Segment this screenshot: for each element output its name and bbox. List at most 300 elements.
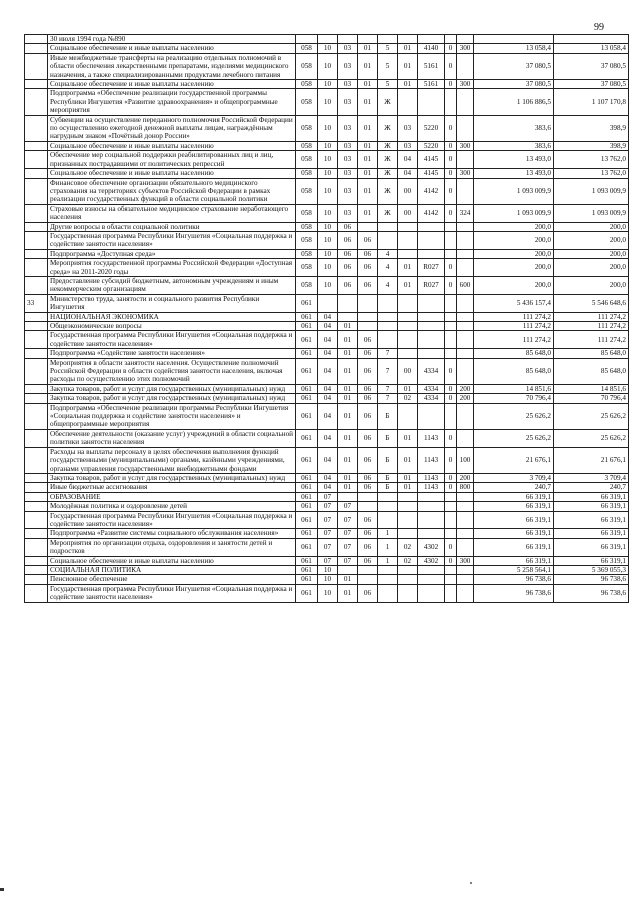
cell-p1 (358, 312, 378, 321)
cell-p4: 1143 (418, 473, 445, 482)
cell-ved: 061 (296, 575, 318, 584)
cell-p3: 01 (398, 80, 418, 89)
cell-p4: 4334 (418, 394, 445, 403)
cell-p4: R027 (418, 276, 445, 294)
cell-p1: 06 (358, 358, 378, 384)
cell-p3 (398, 322, 418, 331)
cell-p2 (378, 35, 398, 44)
cell-rz: 07 (318, 529, 338, 538)
cell-p2 (378, 231, 398, 249)
cell-p3: 03 (398, 141, 418, 150)
table-row (25, 529, 629, 538)
cell-s2: 111 274,2 (554, 331, 629, 349)
cell-name: 30 июля 1994 года №890 (48, 35, 296, 44)
cell-p4 (418, 584, 445, 602)
table-row (25, 473, 629, 482)
cell-vr (457, 151, 474, 169)
cell-p3: 01 (398, 44, 418, 53)
cell-p4: 4140 (418, 44, 445, 53)
cell-p4: 5161 (418, 80, 445, 89)
cell-s2: 70 796,4 (554, 394, 629, 403)
cell-ved: 058 (296, 115, 318, 141)
cell-vr (457, 529, 474, 538)
cell-ved: 061 (296, 384, 318, 393)
cell-p4: 4145 (418, 169, 445, 178)
cell-name: Закупка товаров, работ и услуг для государственных (муниципальных) нужд (48, 473, 296, 482)
cell-p1: 06 (358, 511, 378, 529)
cell-p5: 0 (445, 358, 457, 384)
cell-p4 (418, 222, 445, 231)
cell-p4 (418, 312, 445, 321)
cell-p1 (358, 322, 378, 331)
cell-s2: 66 319,1 (554, 538, 629, 556)
cell-p2: Б (378, 483, 398, 492)
cell-p3: 02 (398, 556, 418, 565)
cell-rz: 10 (318, 89, 338, 115)
cell-name: Подпрограмма «Обеспечение реализации государственной программы Республики Ингушетия «Развитие здравоохранения» и общепрограммные мероприятия (48, 89, 296, 115)
cell-name: Общеэкономические вопросы (48, 322, 296, 331)
cell-pr: 06 (338, 249, 358, 258)
cell-p3 (398, 35, 418, 44)
cell-p4 (418, 492, 445, 501)
cell-vr (457, 35, 474, 44)
cell-p4 (418, 294, 445, 312)
table-row (25, 584, 629, 602)
cell-num (25, 403, 48, 429)
cell-name: Государственная программа Республики Ингушетия «Социальная поддержка и содействие занятости населения» (48, 231, 296, 249)
cell-rz: 10 (318, 575, 338, 584)
cell-num (25, 53, 48, 79)
cell-p2: Ж (378, 204, 398, 222)
cell-s2: 25 626,2 (554, 403, 629, 429)
cell-rz: 04 (318, 349, 338, 358)
cell-p1: 06 (358, 584, 378, 602)
cell-p2: 1 (378, 556, 398, 565)
cell-vr (457, 294, 474, 312)
cell-pr: 01 (338, 394, 358, 403)
cell-p4 (418, 565, 445, 574)
cell-name: Другие вопросы в области социальной политики (48, 222, 296, 231)
cell-num: 33 (25, 294, 48, 312)
table-row (25, 447, 629, 473)
cell-p2: Б (378, 429, 398, 447)
cell-s1: 66 319,1 (474, 502, 554, 511)
cell-vr: 300 (457, 80, 474, 89)
cell-vr (457, 349, 474, 358)
cell-name: Мероприятия в области занятости населения. Осуществление полномочий Российской Федерации в области содействия занятости населения, включая расходы по осуществлению этих полномочий (48, 358, 296, 384)
cell-p1 (358, 565, 378, 574)
cell-p5 (445, 231, 457, 249)
cell-name: ОБРАЗОВАНИЕ (48, 492, 296, 501)
cell-rz: 10 (318, 141, 338, 150)
cell-vr (457, 403, 474, 429)
cell-rz: 10 (318, 80, 338, 89)
cell-ved: 058 (296, 151, 318, 169)
cell-p4 (418, 322, 445, 331)
cell-p5: 0 (445, 178, 457, 204)
cell-p2: Ж (378, 89, 398, 115)
cell-pr: 03 (338, 204, 358, 222)
cell-vr (457, 575, 474, 584)
cell-p4: 4145 (418, 151, 445, 169)
cell-name: Министерство труда, занятости и социального развития Республики Ингушетия (48, 294, 296, 312)
cell-p1: 01 (358, 151, 378, 169)
cell-p5: 0 (445, 141, 457, 150)
cell-vr: 300 (457, 44, 474, 53)
cell-name: Молодёжная политика и оздоровление детей (48, 502, 296, 511)
cell-s1: 14 851,6 (474, 384, 554, 393)
cell-s1: 111 274,2 (474, 331, 554, 349)
cell-p1: 06 (358, 473, 378, 482)
scan-speck (470, 882, 472, 884)
cell-num (25, 394, 48, 403)
cell-pr: 07 (338, 502, 358, 511)
cell-p1: 01 (358, 178, 378, 204)
cell-s2: 96 738,6 (554, 584, 629, 602)
cell-p3: 03 (398, 115, 418, 141)
cell-p3: 01 (398, 429, 418, 447)
scan-edge-mark (0, 888, 4, 891)
cell-ved: 061 (296, 565, 318, 574)
cell-p2: Б (378, 403, 398, 429)
cell-pr: 03 (338, 141, 358, 150)
cell-p4: 1143 (418, 483, 445, 492)
cell-p3: 01 (398, 483, 418, 492)
cell-p4: 4302 (418, 538, 445, 556)
cell-s1: 13 058,4 (474, 44, 554, 53)
cell-p5 (445, 35, 457, 44)
cell-name: Финансовое обеспечение организации обязательного медицинского страхования на территориях субъектов Российской Федерации в рамках реализации государственных функций в области социальной политики (48, 178, 296, 204)
cell-s1: 21 676,1 (474, 447, 554, 473)
cell-s1: 37 080,5 (474, 53, 554, 79)
cell-s2 (554, 35, 629, 44)
cell-p1: 06 (358, 276, 378, 294)
cell-name: Социальное обеспечение и иные выплаты населению (48, 556, 296, 565)
cell-rz: 10 (318, 53, 338, 79)
cell-p3: 01 (398, 259, 418, 277)
cell-p2: 4 (378, 249, 398, 258)
cell-num (25, 473, 48, 482)
cell-p5: 0 (445, 394, 457, 403)
cell-p4 (418, 249, 445, 258)
table-row (25, 331, 629, 349)
cell-num (25, 312, 48, 321)
cell-p5: 0 (445, 53, 457, 79)
cell-p5 (445, 529, 457, 538)
cell-p1: 06 (358, 231, 378, 249)
cell-p3: 00 (398, 204, 418, 222)
cell-s2: 240,7 (554, 483, 629, 492)
cell-ved: 058 (296, 89, 318, 115)
cell-p5: 0 (445, 447, 457, 473)
cell-s1: 66 319,1 (474, 492, 554, 501)
cell-p5: 0 (445, 115, 457, 141)
cell-p5 (445, 294, 457, 312)
cell-name: Подпрограмма «Содействие занятости населения» (48, 349, 296, 358)
cell-p1 (358, 492, 378, 501)
cell-num (25, 556, 48, 565)
cell-rz: 04 (318, 312, 338, 321)
cell-s2: 1 107 170,8 (554, 89, 629, 115)
cell-s1: 96 738,6 (474, 584, 554, 602)
cell-s1: 25 626,2 (474, 403, 554, 429)
cell-s2: 96 738,6 (554, 575, 629, 584)
cell-pr: 03 (338, 178, 358, 204)
cell-ved: 061 (296, 473, 318, 482)
cell-num (25, 322, 48, 331)
cell-ved: 061 (296, 447, 318, 473)
cell-p1: 06 (358, 331, 378, 349)
cell-name: Подпрограмма «Обеспечение реализации программы Республики Ингушетия «Социальная поддержка и содействие занятости населения» и общепрограммные мероприятия (48, 403, 296, 429)
cell-p2 (378, 565, 398, 574)
cell-vr (457, 312, 474, 321)
cell-ved: 061 (296, 492, 318, 501)
cell-p4 (418, 502, 445, 511)
cell-p5 (445, 89, 457, 115)
cell-rz: 04 (318, 384, 338, 393)
cell-p3: 01 (398, 384, 418, 393)
cell-pr: 03 (338, 80, 358, 89)
cell-p1: 01 (358, 115, 378, 141)
cell-p3 (398, 222, 418, 231)
cell-p3: 04 (398, 169, 418, 178)
cell-num (25, 169, 48, 178)
cell-s1: 200,0 (474, 222, 554, 231)
table-row (25, 502, 629, 511)
cell-name: Подпрограмма «Развитие системы социального обслуживания населения» (48, 529, 296, 538)
cell-ved: 061 (296, 483, 318, 492)
cell-name: Мероприятия по организации отдыха, оздоровления и занятости детей и подростков (48, 538, 296, 556)
cell-vr (457, 89, 474, 115)
cell-pr: 03 (338, 89, 358, 115)
cell-s1: 111 274,2 (474, 312, 554, 321)
cell-pr: 01 (338, 358, 358, 384)
cell-p4: 1143 (418, 429, 445, 447)
cell-p5: 0 (445, 44, 457, 53)
cell-p3: 01 (398, 53, 418, 79)
cell-p5: 0 (445, 259, 457, 277)
cell-p2: 4 (378, 259, 398, 277)
table-row (25, 141, 629, 150)
cell-ved: 058 (296, 80, 318, 89)
cell-s2: 200,0 (554, 276, 629, 294)
cell-s2: 21 676,1 (554, 447, 629, 473)
cell-p4 (418, 349, 445, 358)
cell-p2: 7 (378, 349, 398, 358)
cell-num (25, 483, 48, 492)
cell-s1: 1 093 009,9 (474, 178, 554, 204)
cell-rz: 10 (318, 565, 338, 574)
cell-p4: 1143 (418, 447, 445, 473)
cell-rz: 07 (318, 511, 338, 529)
cell-p5 (445, 584, 457, 602)
cell-p2: 7 (378, 384, 398, 393)
cell-s1: 66 319,1 (474, 538, 554, 556)
cell-num (25, 349, 48, 358)
cell-vr (457, 178, 474, 204)
cell-num (25, 89, 48, 115)
cell-p2 (378, 575, 398, 584)
cell-rz: 10 (318, 151, 338, 169)
cell-s1: 66 319,1 (474, 556, 554, 565)
cell-p4: 5161 (418, 53, 445, 79)
cell-ved: 061 (296, 584, 318, 602)
cell-p4 (418, 529, 445, 538)
cell-rz: 10 (318, 115, 338, 141)
cell-p4 (418, 89, 445, 115)
cell-p5: 0 (445, 483, 457, 492)
cell-s2: 85 648,0 (554, 349, 629, 358)
table-row (25, 394, 629, 403)
table-row (25, 80, 629, 89)
cell-p2: Ж (378, 178, 398, 204)
cell-pr: 03 (338, 53, 358, 79)
cell-name: Иные межбюджетные трансферты на реализацию отдельных полномочий в области обеспечения лекарственными препаратами, изделиями медицинского назначения, а также специализированными продуктами лечебного питания (48, 53, 296, 79)
cell-p3 (398, 349, 418, 358)
cell-ved: 061 (296, 294, 318, 312)
cell-vr (457, 53, 474, 79)
cell-p1 (358, 502, 378, 511)
cell-s2: 5 546 648,6 (554, 294, 629, 312)
cell-p3 (398, 492, 418, 501)
cell-num (25, 384, 48, 393)
cell-pr: 03 (338, 44, 358, 53)
cell-s2: 111 274,2 (554, 322, 629, 331)
cell-rz (318, 35, 338, 44)
table-row (25, 231, 629, 249)
cell-num (25, 35, 48, 44)
cell-p2 (378, 511, 398, 529)
cell-s2: 66 319,1 (554, 556, 629, 565)
cell-ved: 058 (296, 53, 318, 79)
cell-s2: 37 080,5 (554, 80, 629, 89)
cell-s1: 25 626,2 (474, 429, 554, 447)
cell-p4: 5220 (418, 141, 445, 150)
cell-rz: 10 (318, 249, 338, 258)
cell-ved: 061 (296, 349, 318, 358)
cell-s1: 70 796,4 (474, 394, 554, 403)
cell-p3 (398, 529, 418, 538)
cell-p1: 06 (358, 403, 378, 429)
cell-rz: 10 (318, 178, 338, 204)
cell-rz: 10 (318, 231, 338, 249)
cell-name: Социальное обеспечение и иные выплаты населению (48, 169, 296, 178)
cell-s2: 37 080,5 (554, 53, 629, 79)
table-row (25, 312, 629, 321)
budget-table (24, 34, 629, 603)
cell-pr (338, 492, 358, 501)
cell-vr (457, 584, 474, 602)
cell-p4 (418, 511, 445, 529)
cell-name: Предоставление субсидий бюджетным, автономным учреждениям и иным некоммерческим организациям (48, 276, 296, 294)
cell-p2 (378, 322, 398, 331)
cell-p5 (445, 492, 457, 501)
cell-p2: Ж (378, 169, 398, 178)
cell-p1: 06 (358, 259, 378, 277)
cell-p2 (378, 312, 398, 321)
cell-vr (457, 358, 474, 384)
cell-p4: 5220 (418, 115, 445, 141)
cell-p3 (398, 575, 418, 584)
cell-s1 (474, 35, 554, 44)
cell-ved: 058 (296, 44, 318, 53)
cell-rz: 04 (318, 447, 338, 473)
cell-rz: 07 (318, 556, 338, 565)
cell-p5: 0 (445, 429, 457, 447)
cell-ved: 061 (296, 394, 318, 403)
cell-rz: 04 (318, 403, 338, 429)
table-row (25, 429, 629, 447)
table-row (25, 44, 629, 53)
cell-num (25, 115, 48, 141)
cell-pr: 07 (338, 538, 358, 556)
cell-p5: 0 (445, 384, 457, 393)
cell-p1: 01 (358, 44, 378, 53)
cell-s2: 13 762,0 (554, 151, 629, 169)
cell-p1: 06 (358, 529, 378, 538)
cell-num (25, 44, 48, 53)
cell-s2: 14 851,6 (554, 384, 629, 393)
cell-rz: 10 (318, 259, 338, 277)
cell-num (25, 511, 48, 529)
cell-num (25, 331, 48, 349)
cell-name: Страховые взносы на обязательное медицинское страхование неработающего населения (48, 204, 296, 222)
cell-name: Мероприятия государственной программы Российской Федерации «Доступная среда» на 2011-2020 годы (48, 259, 296, 277)
cell-vr (457, 492, 474, 501)
cell-num (25, 178, 48, 204)
cell-s2: 1 093 009,9 (554, 178, 629, 204)
cell-s1: 111 274,2 (474, 322, 554, 331)
table-row (25, 556, 629, 565)
cell-p1 (358, 575, 378, 584)
cell-ved: 058 (296, 231, 318, 249)
cell-vr: 300 (457, 141, 474, 150)
cell-s1: 66 319,1 (474, 529, 554, 538)
cell-p4: 4142 (418, 178, 445, 204)
cell-ved: 061 (296, 429, 318, 447)
cell-vr: 200 (457, 394, 474, 403)
cell-p3 (398, 511, 418, 529)
cell-ved: 061 (296, 529, 318, 538)
cell-pr: 01 (338, 384, 358, 393)
cell-p4 (418, 331, 445, 349)
cell-pr: 01 (338, 575, 358, 584)
cell-name: Иные бюджетные ассигнования (48, 483, 296, 492)
cell-p4: 4302 (418, 556, 445, 565)
cell-rz: 10 (318, 169, 338, 178)
cell-pr: 03 (338, 151, 358, 169)
cell-s2: 200,0 (554, 259, 629, 277)
cell-p5 (445, 575, 457, 584)
cell-pr: 06 (338, 259, 358, 277)
table-row (25, 204, 629, 222)
cell-p2: Ж (378, 141, 398, 150)
cell-p1: 06 (358, 349, 378, 358)
cell-vr (457, 249, 474, 258)
cell-s2: 200,0 (554, 231, 629, 249)
cell-name: Обеспечение мер социальной поддержки реабилитированных лиц и лиц, признанных пострадавшими от политических репрессий (48, 151, 296, 169)
cell-pr: 07 (338, 529, 358, 538)
cell-p5: 0 (445, 169, 457, 178)
cell-p2: Ж (378, 115, 398, 141)
cell-s1: 13 493,0 (474, 151, 554, 169)
cell-num (25, 141, 48, 150)
cell-num (25, 358, 48, 384)
cell-vr (457, 115, 474, 141)
cell-s1: 1 106 886,5 (474, 89, 554, 115)
cell-p3: 01 (398, 276, 418, 294)
cell-s1: 13 493,0 (474, 169, 554, 178)
